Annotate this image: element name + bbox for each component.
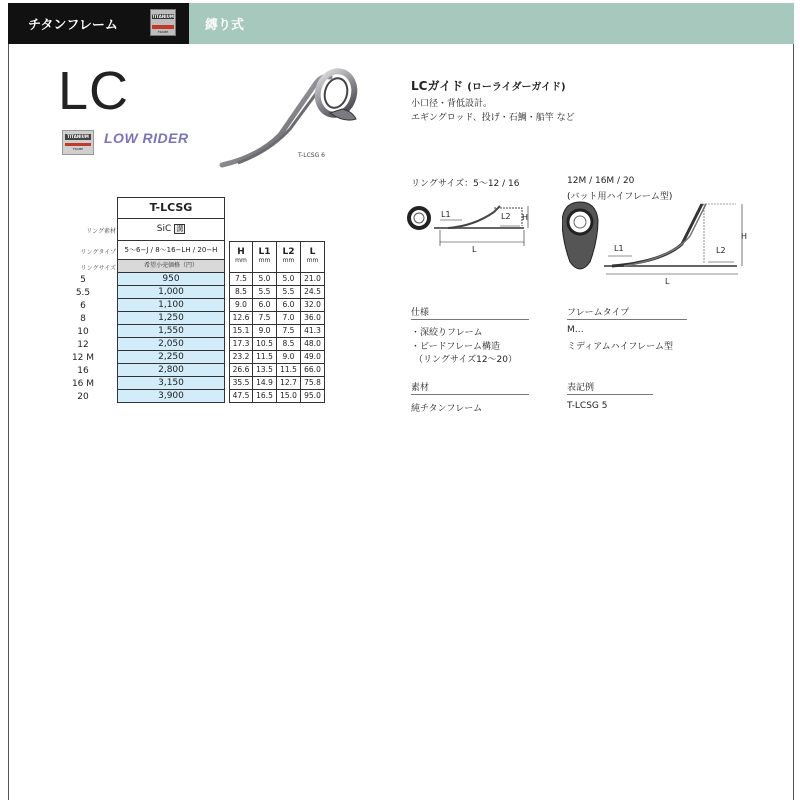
row-price: 2,250 (117, 351, 225, 364)
row-l1: 7.5 (253, 312, 277, 325)
dim-header-l2-unit: mm (282, 257, 295, 264)
spec-title: 仕様 (411, 308, 430, 318)
row-l2: 5.5 (277, 286, 301, 299)
low-rider-logo: LOW RIDER (104, 130, 189, 146)
row-l: 95.0 (301, 390, 325, 403)
small-diagram-l2: L2 (501, 212, 511, 221)
badge-red-bar (152, 25, 174, 29)
row-size: 16 (77, 366, 89, 376)
description-line-1: 小口径・背低設計。 (411, 99, 493, 109)
titanium-frame-badge (150, 9, 176, 36)
row-l: 32.0 (301, 299, 325, 312)
description-title-sub: (ローライダーガイド) (467, 82, 566, 93)
row-price: 2,050 (117, 338, 225, 351)
badge-bottom-text: FRAME (157, 30, 169, 34)
side-label-material: リング素材 (86, 228, 116, 235)
frame-type-line-1: M… (567, 325, 584, 335)
badge-top-text: TITANIUM (152, 14, 174, 19)
row-h: 23.2 (229, 351, 253, 364)
row-l2: 11.5 (277, 364, 301, 377)
small-guide-diagram (404, 198, 544, 264)
row-l2: 7.0 (277, 312, 301, 325)
spec-rule (411, 319, 529, 320)
row-h: 12.6 (229, 312, 253, 325)
row-size: 5 (80, 275, 86, 285)
description-title-main: LCガイド (411, 79, 464, 93)
small-diagram-l1: L1 (441, 210, 451, 219)
row-l1: 16.5 (253, 390, 277, 403)
row-h: 35.5 (229, 377, 253, 390)
row-size: 10 (77, 327, 89, 337)
dim-header-l2 (277, 241, 301, 273)
row-h: 47.5 (229, 390, 253, 403)
large-diagram-l: L (665, 277, 670, 286)
large-guide-diagram (562, 200, 762, 295)
spec-line-1: ・深絞りフレーム (411, 328, 483, 338)
row-l1: 9.0 (253, 325, 277, 338)
dim-header-l1-label: L1 (258, 247, 271, 257)
row-l: 48.0 (301, 338, 325, 351)
dim-header-l2-label: L2 (282, 247, 295, 257)
row-price: 950 (117, 273, 225, 286)
row-l1: 10.5 (253, 338, 277, 351)
row-l1: 5.5 (253, 286, 277, 299)
dim-header-l1 (253, 241, 277, 273)
row-h: 8.5 (229, 286, 253, 299)
example-text: T-LCSG 5 (567, 401, 608, 411)
dim-header-l-label: L (309, 247, 316, 257)
spec-line-2: ・ビードフレーム構造 (411, 342, 501, 352)
small-diagram-h: H (522, 213, 529, 222)
large-diagram-caption-2: (バット用ハイフレーム型) (567, 192, 673, 202)
row-l: 21.0 (301, 273, 325, 286)
row-price: 3,900 (117, 390, 225, 403)
table-material (117, 219, 225, 241)
product-code: LC (58, 61, 130, 121)
header-section (189, 3, 794, 44)
description-line-2: エギングロッド、投げ・石鯛・船竿 など (411, 113, 575, 123)
row-l1: 6.0 (253, 299, 277, 312)
row-size: 20 (77, 392, 89, 402)
row-l1: 13.5 (253, 364, 277, 377)
row-h: 9.0 (229, 299, 253, 312)
logo-top-text: TITANIUM (65, 134, 91, 140)
dim-header-h (229, 241, 253, 273)
side-label-size: リングサイズ (80, 265, 116, 272)
row-h: 17.3 (229, 338, 253, 351)
row-size: 5.5 (75, 288, 91, 298)
table-price-label: 希望小売価格（円） (117, 260, 225, 273)
row-l2: 7.5 (277, 325, 301, 338)
dim-header-l1-unit: mm (258, 257, 271, 264)
logo-bottom-text: FRAME (72, 147, 84, 151)
header-category-label: チタンフレーム (28, 18, 118, 33)
row-price: 1,550 (117, 325, 225, 338)
dim-header-h-unit: mm (235, 257, 247, 264)
titanium-frame-logo (62, 130, 94, 155)
row-l: 66.0 (301, 364, 325, 377)
table-model-header: T-LCSG (117, 197, 225, 219)
small-diagram-caption: リングサイズ：5〜12 / 16 (411, 179, 520, 189)
row-price: 2,800 (117, 364, 225, 377)
header-section-label: 縛り式 (205, 18, 245, 33)
frame-type-rule (567, 319, 687, 320)
material-rule (411, 394, 529, 395)
description-title (411, 77, 566, 94)
large-diagram-l1: L1 (614, 244, 624, 253)
row-size: 16 M (71, 379, 95, 389)
small-diagram-l: L (472, 245, 477, 254)
dim-header-l (301, 241, 325, 273)
row-price: 1,000 (117, 286, 225, 299)
row-l: 24.5 (301, 286, 325, 299)
frame-type-title: フレームタイプ (567, 308, 630, 318)
row-size: 12 M (71, 353, 95, 363)
guide-photo (218, 65, 368, 175)
row-l2: 15.0 (277, 390, 301, 403)
row-h: 26.6 (229, 364, 253, 377)
row-l2: 5.0 (277, 273, 301, 286)
row-price: 1,100 (117, 299, 225, 312)
photo-caption: T-LCSG 6 (298, 152, 325, 159)
large-diagram-caption-1: 12M / 16M / 20 (567, 176, 635, 186)
row-price: 1,250 (117, 312, 225, 325)
row-l2: 9.0 (277, 351, 301, 364)
row-size: 8 (80, 314, 86, 324)
row-size: 6 (80, 301, 86, 311)
row-price: 3,150 (117, 377, 225, 390)
row-l1: 14.9 (253, 377, 277, 390)
frame-type-line-2: ミディアムハイフレーム型 (567, 342, 674, 352)
groove-badge: 溝 (176, 224, 184, 233)
row-l: 75.8 (301, 377, 325, 390)
row-size: 12 (77, 340, 89, 350)
dim-header-h-label: H (237, 247, 245, 257)
spec-line-3: （リングサイズ12〜20） (414, 355, 518, 365)
example-rule (567, 394, 653, 395)
example-title: 表記例 (567, 383, 595, 393)
row-l2: 8.5 (277, 338, 301, 351)
dim-header-l-unit: mm (306, 257, 319, 264)
row-l2: 6.0 (277, 299, 301, 312)
material-value: SiC (156, 224, 172, 234)
row-h: 15.1 (229, 325, 253, 338)
row-l1: 5.0 (253, 273, 277, 286)
row-l1: 11.5 (253, 351, 277, 364)
row-h: 7.5 (229, 273, 253, 286)
material-text: 純チタンフレーム (411, 404, 483, 414)
table-ring-type: 5〜6−J / 8〜16−LH / 20−H (117, 241, 225, 260)
logo-red-bar (65, 143, 91, 146)
side-label-type: リングタイプ (80, 249, 116, 256)
large-diagram-l2: L2 (716, 246, 726, 255)
row-l: 36.0 (301, 312, 325, 325)
row-l: 41.3 (301, 325, 325, 338)
header-category (8, 3, 189, 44)
large-diagram-h: H (741, 232, 748, 241)
row-l2: 12.7 (277, 377, 301, 390)
row-l: 49.0 (301, 351, 325, 364)
material-title: 素材 (411, 383, 430, 393)
